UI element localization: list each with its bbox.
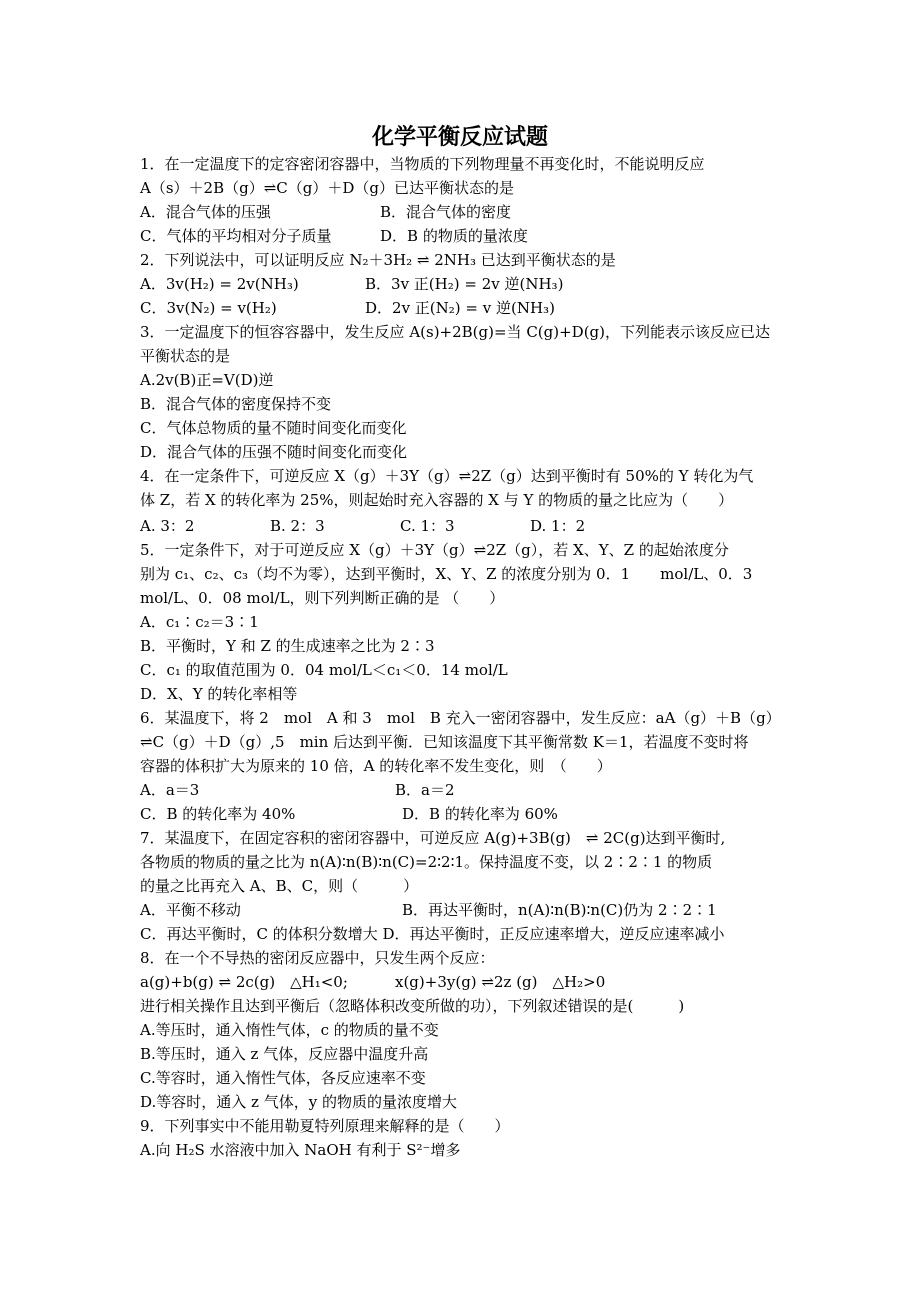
option-text: x(g)+3y(g) ⇌2z (g) △H₂>0 <box>395 973 606 991</box>
option-text: D．B 的转化率为 60% <box>402 805 558 823</box>
option-text: C．气体的平均相对分子质量 <box>140 227 332 245</box>
text-line: 平衡状态的是 <box>140 347 231 365</box>
text-line: C．再达平衡时，C 的体积分数增大 D．再达平衡时，正反应速率增大，逆反应速率减小 <box>140 925 725 943</box>
option-text: A．混合气体的压强 <box>140 203 271 221</box>
text-line: 容器的体积扩大为原来的 10 倍，A 的转化率不发生变化，则 （ ） <box>140 757 612 775</box>
text-line: ⇌C（g）＋D（g）,5 min 后达到平衡．已知该温度下其平衡常数 K＝1，若温度不变时将 <box>140 733 749 751</box>
option-text: D．B 的物质的量浓度 <box>380 227 528 245</box>
text-line: B．混合气体的密度保持不变 <box>140 395 332 413</box>
option-text: D．2v 正(N₂) = v 逆(NH₃) <box>365 299 555 317</box>
text-line: A.向 H₂S 水溶液中加入 NaOH 有利于 S²⁻增多 <box>140 1141 461 1159</box>
option-text: A．a＝3 <box>140 781 200 799</box>
text-line: 6．某温度下，将 2 mol A 和 3 mol B 充入一密闭容器中，发生反应：aA（g）＋B（g） <box>140 709 781 727</box>
option-text: C．B 的转化率为 40% <box>140 805 296 823</box>
text-line: B．平衡时，Y 和 Z 的生成速率之比为 2∶3 <box>140 637 435 655</box>
text-line: 3．一定温度下的恒容容器中，发生反应 A(s)+2B(g)=当 C(g)+D(g)，下列能表示该反应已达 <box>140 323 771 341</box>
text-line: 8．在一个不导热的密闭反应器中，只发生两个反应： <box>140 949 495 967</box>
text-line: D.等容时，通入 z 气体，y 的物质的量浓度增大 <box>140 1093 457 1111</box>
option-text: A．3v(H₂) = 2v(NH₃) <box>140 275 299 293</box>
text-line: 9．下列事实中不能用勒夏特列原理来解释的是（ ） <box>140 1117 510 1135</box>
text-line: 各物质的物质的量之比为 n(A)∶n(B)∶n(C)=2∶2∶1。保持温度不变，以 2∶2∶1 的物质 <box>140 853 713 871</box>
text-line: A.2v(B)正=V(D)逆 <box>140 371 274 389</box>
document-title: 化学平衡反应试题 <box>371 125 548 150</box>
option-text: C．3v(N₂) = v(H₂) <box>140 299 277 317</box>
option-text: a(g)+b(g) ⇌ 2c(g) △H₁<0; <box>140 973 348 991</box>
text-line: 体 Z，若 X 的转化率为 25%，则起始时充入容器的 X 与 Y 的物质的量之比应为（ ） <box>140 491 734 509</box>
option-text: A. 3：2 <box>140 517 195 535</box>
option-text: B．混合气体的密度 <box>380 203 512 221</box>
text-line: 的量之比再充入 A、B、C，则（ ） <box>140 877 419 895</box>
text-line: 4．在一定条件下，可逆反应 X（g）＋3Y（g）⇌2Z（g）达到平衡时有 50%的 Y 转化为气 <box>140 467 754 485</box>
text-line: 5．一定条件下，对于可逆反应 X（g）＋3Y（g）⇌2Z（g），若 X、Y、Z 的起始浓度分 <box>140 541 729 559</box>
option-text: B. 2：3 <box>270 517 325 535</box>
option-text: B．再达平衡时，n(A)∶n(B)∶n(C)仍为 2∶2∶1 <box>402 901 717 919</box>
text-line: 别为 c₁、c₂、c₃（均不为零），达到平衡时，X、Y、Z 的浓度分别为 0．1 mol/L、0．3 <box>140 565 753 583</box>
text-line: D．X、Y 的转化率相等 <box>140 685 298 703</box>
text-line: A．c₁∶c₂＝3∶1 <box>140 613 259 631</box>
text-line: C．气体总物质的量不随时间变化而变化 <box>140 419 407 437</box>
text-line: C.等容时，通入惰性气体，各反应速率不变 <box>140 1069 426 1087</box>
text-line: 7．某温度下，在固定容积的密闭容器中，可逆反应 A(g)+3B(g) ⇌ 2C(g)达到平衡时, <box>140 829 726 847</box>
text-line: B.等压时，通入 z 气体，反应器中温度升高 <box>140 1045 429 1063</box>
text-line: D．混合气体的压强不随时间变化而变化 <box>140 443 408 461</box>
text-line: mol/L、0．08 mol/L，则下列判断正确的是 （ ） <box>140 589 505 607</box>
option-text: A．平衡不移动 <box>140 901 241 919</box>
text-line: 2．下列说法中，可以证明反应 N₂＋3H₂ ⇌ 2NH₃ 已达到平衡状态的是 <box>140 251 616 269</box>
option-text: B．a＝2 <box>395 781 455 799</box>
text-line: 进行相关操作且达到平衡后（忽略体积改变所做的功），下列叙述错误的是( ) <box>140 997 685 1015</box>
text-line: C．c₁ 的取值范围为 0．04 mol/L＜c₁＜0．14 mol/L <box>140 661 508 679</box>
option-text: D. 1：2 <box>530 517 586 535</box>
option-text: C. 1：3 <box>400 517 455 535</box>
text-line: A.等压时，通入惰性气体，c 的物质的量不变 <box>140 1021 439 1039</box>
text-line: 1．在一定温度下的定容密闭容器中，当物质的下列物理量不再变化时，不能说明反应 <box>140 155 705 173</box>
option-text: B．3v 正(H₂) = 2v 逆(NH₃) <box>365 275 564 293</box>
text-line: A（s）＋2B（g）⇌C（g）＋D（g）已达平衡状态的是 <box>140 179 514 197</box>
